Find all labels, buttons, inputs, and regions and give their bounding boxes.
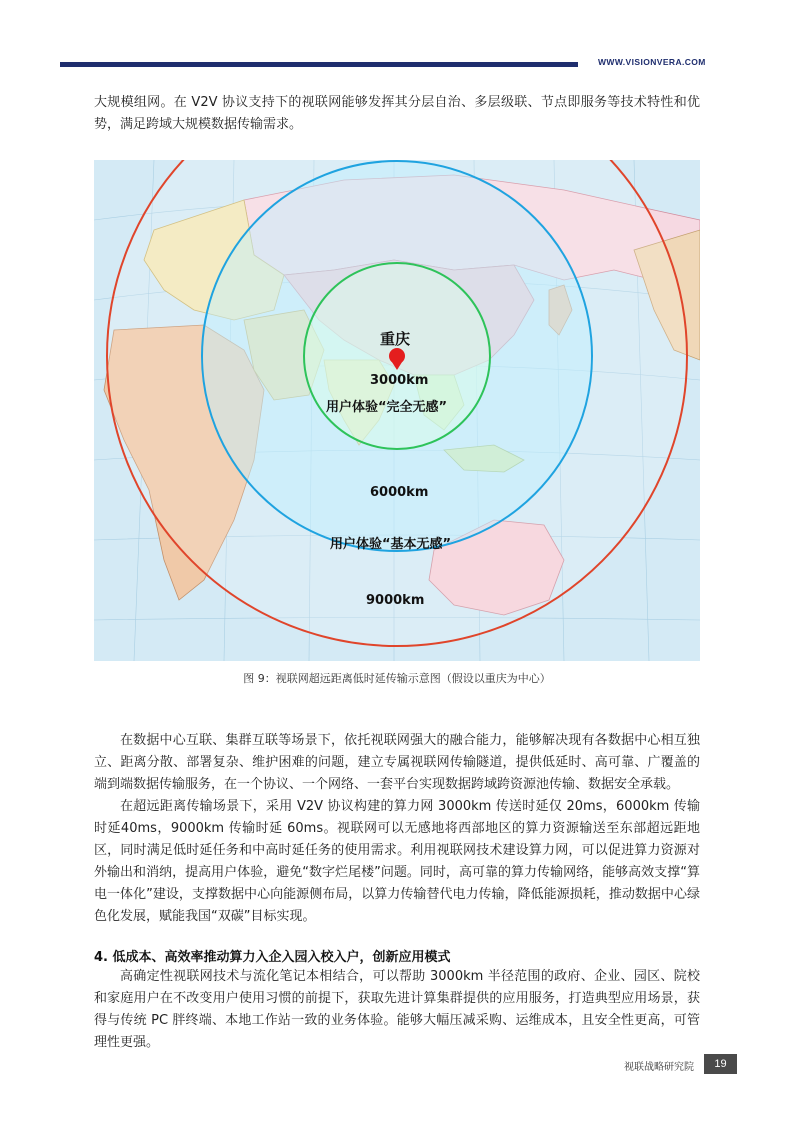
- ring-6000-experience: 用户体验“基本无感”: [330, 537, 452, 552]
- section-paragraph: 高确定性视联网技术与流化笔记本相结合，可以帮助 3000km 半径范围的政府、企业、园区、院校和家庭用户在不改变用户使用习惯的前提下，获取先进计算集群提供的应用服务，打造典型应用场景，获得与传统 PC 胖终端、本地工作站一致的业务体验。能够大幅压减采购、运维成本，且安全性更高，可管理性更强。: [94, 969, 700, 1050]
- intro-paragraph: 大规模组网。在 V2V 协议支持下的视联网能够发挥其分层自治、多层级联、节点即服务等技术特性和优势，满足跨域大规模数据传输需求。: [94, 95, 700, 132]
- ring-9000-distance: 9000km: [366, 593, 425, 608]
- body-paragraph-1: 在数据中心互联、集群互联等场景下，依托视联网强大的融合能力，能够解决现有各数据中心相互独立、距离分散、部署复杂、维护困难的问题，建立专属视联网传输隧道，提供低延时、高可靠、广覆盖的端到端数据传输服务，在一个协议、一个网络、一套平台实现数据跨域跨资源池传输、数据安全承载。: [94, 733, 700, 792]
- figure-caption: 图 9：视联网超远距离低时延传输示意图（假设以重庆为中心）: [243, 672, 551, 685]
- distance-map-figure: [94, 160, 700, 661]
- header-bar: [60, 62, 578, 67]
- ring-3000-distance: 3000km: [370, 373, 429, 388]
- header-url[interactable]: WWW.VISIONVERA.COM: [598, 57, 706, 67]
- footer-org: 视联战略研究院: [624, 1062, 694, 1073]
- page-number: 19: [704, 1054, 737, 1074]
- center-label: 重庆: [380, 330, 411, 348]
- section-heading: 4. 低成本、高效率推动算力入企入园入校入户，创新应用模式: [94, 950, 451, 965]
- body-paragraph-2: 在超远距离传输场景下，采用 V2V 协议构建的算力网 3000km 传送时延仅 20ms，6000km 传输时延40ms，9000km 传输时延 60ms。视联网可以无感地将西部地区的算力资源输送至东部超远距地区，同时满足低时延任务和中高时延任务的使用需求。利用视联网技术建设算力网，可以促进算力资源对外输出和消纳，提高用户体验，避免“数字烂尾楼”问题。同时，高可靠的算力传输网络，能够高效支撑“算电一体化”建设，支撑数据中心向能源侧布局，以算力传输替代电力传输，降低能源损耗，推动数据中心绿色化发展，赋能我国“双碳”目标实现。: [94, 799, 700, 924]
- ring-6000-distance: 6000km: [370, 485, 429, 500]
- ring-3000-experience: 用户体验“完全无感”: [326, 400, 448, 415]
